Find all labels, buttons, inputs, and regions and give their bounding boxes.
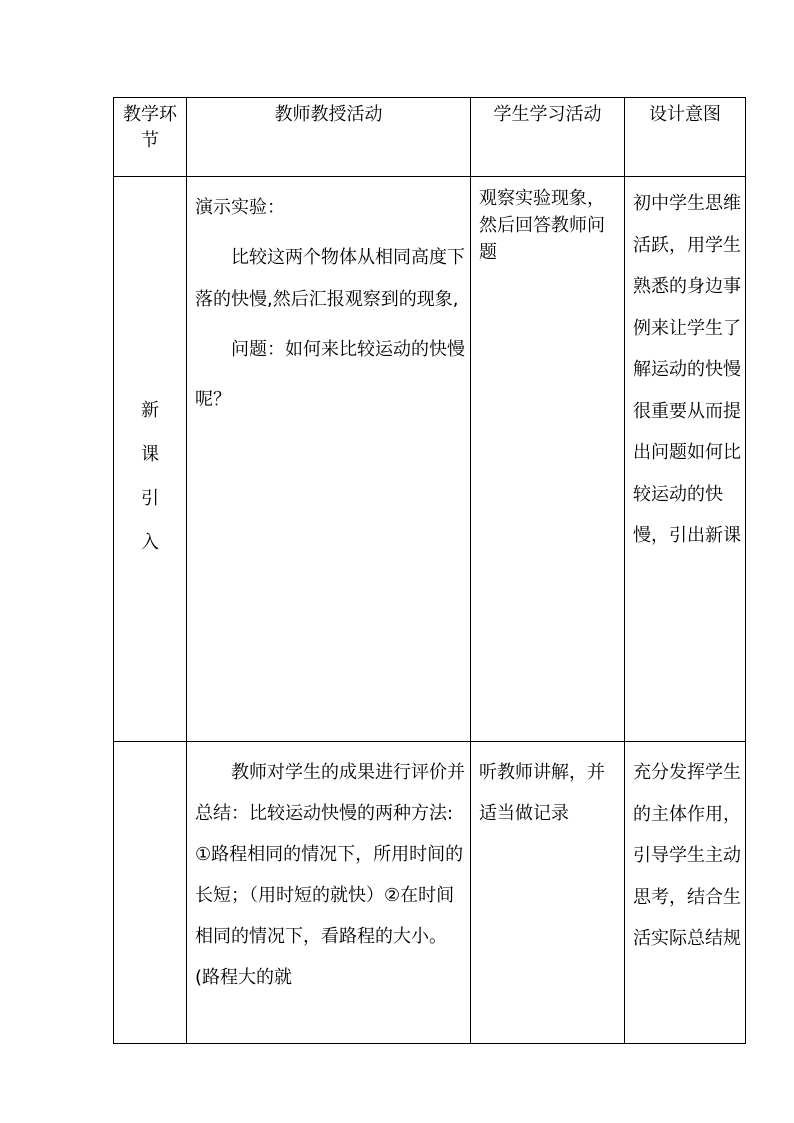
- header-stage: 教学环节: [114, 98, 187, 177]
- header-teacher-activity: 教师教授活动: [187, 98, 471, 177]
- stage-char: 入: [141, 532, 159, 553]
- stage-label-vertical: [114, 177, 186, 565]
- student-activity-cell: 听教师讲解，并适当做记录: [471, 742, 625, 1044]
- design-intent-cell: 初中学生思维活跃，用学生熟悉的身边事例来让学生了解运动的快慢很重要从而提出问题如何比较运动的快慢，引出新课: [625, 177, 746, 742]
- teacher-text: 呢？: [195, 389, 231, 410]
- teacher-activity-cell: [187, 177, 471, 742]
- table-row: [114, 742, 746, 1044]
- lesson-plan-table: [113, 97, 746, 1044]
- stage-char: 引: [141, 488, 159, 509]
- teacher-text: 问题：如何来比较运动的快慢: [231, 339, 465, 360]
- teacher-text: 比较这两个物体从相同高度下落的快慢,然后汇报观察到的现象,: [195, 247, 465, 310]
- header-student-activity: 学生学习活动: [471, 98, 625, 177]
- teacher-activity-cell: 教师对学生的成果进行评价并总结：比较运动快慢的两种方法: ①路程相同的情况下，所用时间的长短；（用时短的就快）②在时间相同的情况下，看路程的大小。(路程大的就: [187, 742, 471, 1044]
- header-design-intent: 设计意图: [625, 98, 746, 177]
- student-activity-cell: 观察实验现象，然后回答教师问题: [471, 177, 625, 742]
- table-header-row: [114, 98, 746, 177]
- stage-char: 新: [141, 400, 159, 421]
- design-intent-cell: 充分发挥学生的主体作用，引导学生主动思考，结合生活实际总结规: [625, 742, 746, 1044]
- stage-char: 课: [141, 444, 159, 465]
- table-row: [114, 177, 746, 742]
- stage-cell: [114, 177, 187, 742]
- stage-cell-empty: [114, 742, 187, 1044]
- teacher-text: 演示实验：: [195, 197, 285, 218]
